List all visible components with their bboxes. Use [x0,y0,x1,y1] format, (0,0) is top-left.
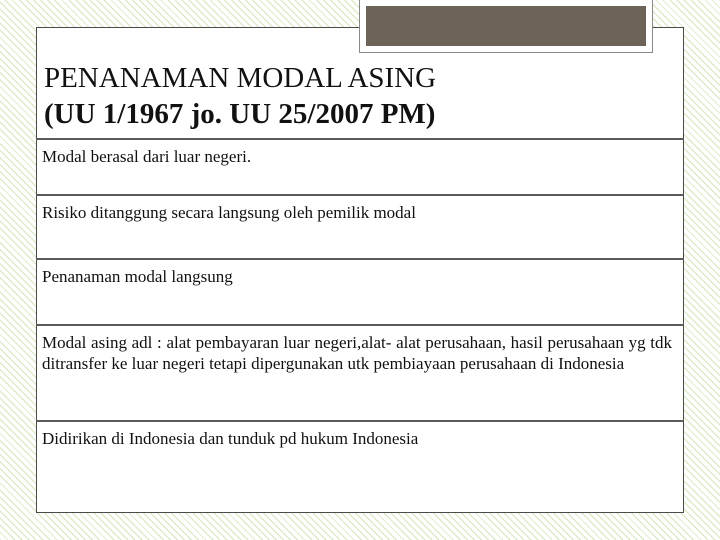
title-line-1: PENANAMAN MODAL ASING [44,62,437,94]
table-row [36,324,684,420]
table-row [36,194,684,258]
table-row [36,420,684,513]
title-line-2: (UU 1/1967 jo. UU 25/2007 PM) [44,98,436,130]
decorative-header-box [360,0,652,52]
row-text: Penanaman modal langsung [42,267,233,286]
slide-title [44,60,664,132]
table-row [36,138,684,194]
row-text: Risiko ditanggung secara langsung oleh pemilik modal [42,203,416,222]
row-text: Didirikan di Indonesia dan tunduk pd hukum Indonesia [42,429,419,448]
table-row [36,258,684,324]
content-table [36,138,684,513]
row-text: Modal asing adl : alat pembayaran luar negeri,alat- alat perusahaan, hasil perusahaan yg tdk ditransfer ke luar negeri tetapi dipergunakan utk pembiayaan perusahaan di Indonesia [42,333,672,373]
row-text: Modal berasal dari luar negeri. [42,147,252,166]
